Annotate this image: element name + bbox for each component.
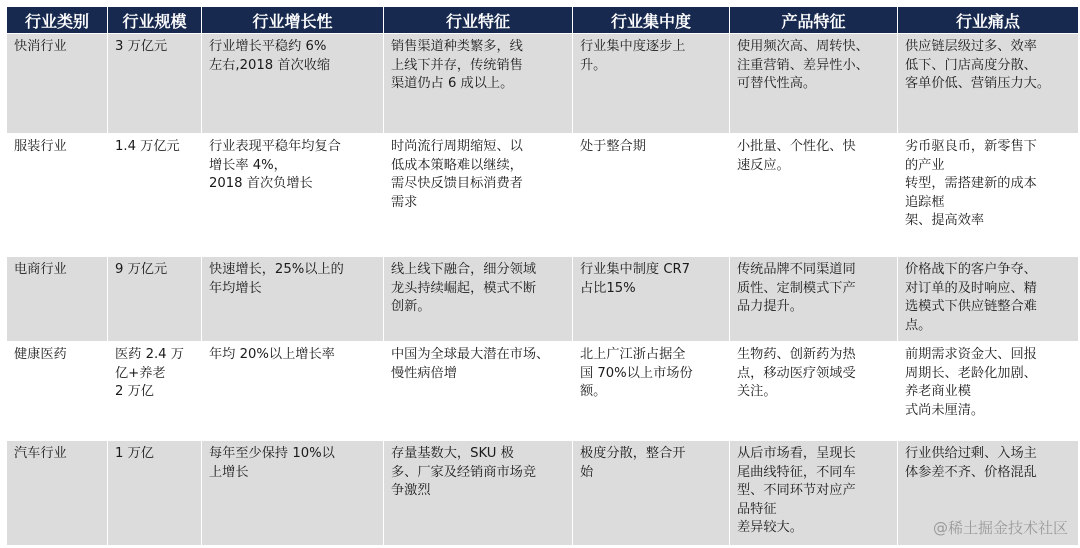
cell-features: 中国为全球最大潜在市场、 慢性病倍增 xyxy=(384,342,573,441)
cell-scale: 3 万亿元 xyxy=(108,34,202,134)
cell-concentration: 极度分散，整合开 始 xyxy=(573,441,730,546)
cell-pain-points: 价格战下的客户争夺、 对订单的及时响应、精 选模式下供应链整合难 点。 xyxy=(898,257,1079,342)
cell-pain-points: 劣币驱良币，新零售下 的产业 转型，需搭建新的成本 追踪框 架、提高效率 xyxy=(898,134,1079,257)
header-product: 产品特征 xyxy=(730,7,898,34)
cell-growth: 行业表现平稳年均复合 增长率 4%， 2018 首次负增长 xyxy=(202,134,384,257)
cell-features: 销售渠道种类繁多，线 上线下并存，传统销售 渠道仍占 6 成以上。 xyxy=(384,34,573,134)
cell-product: 使用频次高、周转快、 注重营销、差异性小、 可替代性高。 xyxy=(730,34,898,134)
cell-concentration: 行业集中制度 CR7 占比15% xyxy=(573,257,730,342)
cell-product: 小批量、个性化、快 速反应。 xyxy=(730,134,898,257)
cell-product: 传统品牌不同渠道同 质性、定制模式下产 品力提升。 xyxy=(730,257,898,342)
cell-category: 汽车行业 xyxy=(7,441,108,546)
cell-growth: 行业增长平稳约 6% 左右,2018 首次收缩 xyxy=(202,34,384,134)
cell-pain-points: 行业供给过剩、入场主 体参差不齐、价格混乱 xyxy=(898,441,1079,546)
cell-features: 线上线下融合，细分领域 龙头持续崛起，模式不断 创新。 xyxy=(384,257,573,342)
cell-pain-points: 前期需求资金大、回报 周期长、老龄化加剧、 养老商业模 式尚未厘清。 xyxy=(898,342,1079,441)
cell-scale: 1 万亿 xyxy=(108,441,202,546)
cell-concentration: 行业集中度逐步上 升。 xyxy=(573,34,730,134)
industry-comparison-table xyxy=(6,6,1079,546)
table-row xyxy=(7,134,1079,257)
table-row xyxy=(7,342,1079,441)
cell-product: 生物药、创新药为热 点，移动医疗领域受 关注。 xyxy=(730,342,898,441)
table-row xyxy=(7,257,1079,342)
cell-pain-points: 供应链层级过多、效率 低下、门店高度分散、 客单价低、营销压力大。 xyxy=(898,34,1079,134)
cell-concentration: 处于整合期 xyxy=(573,134,730,257)
table-row xyxy=(7,441,1079,546)
cell-scale: 9 万亿元 xyxy=(108,257,202,342)
header-growth: 行业增长性 xyxy=(202,7,384,34)
cell-growth: 每年至少保持 10%以 上增长 xyxy=(202,441,384,546)
cell-category: 服装行业 xyxy=(7,134,108,257)
header-concentration: 行业集中度 xyxy=(573,7,730,34)
cell-category: 快消行业 xyxy=(7,34,108,134)
header-row xyxy=(7,7,1079,34)
cell-growth: 年均 20%以上增长率 xyxy=(202,342,384,441)
header-pain-points: 行业痛点 xyxy=(898,7,1079,34)
watermark: @稀土掘金技术社区 xyxy=(932,519,1068,537)
table-row xyxy=(7,34,1079,134)
cell-features: 时尚流行周期缩短、以 低成本策略难以继续， 需尽快反馈目标消费者 需求 xyxy=(384,134,573,257)
cell-features: 存量基数大，SKU 极 多、厂家及经销商市场竞 争激烈 xyxy=(384,441,573,546)
header-features: 行业特征 xyxy=(384,7,573,34)
cell-scale: 1.4 万亿元 xyxy=(108,134,202,257)
cell-growth: 快速增长，25%以上的 年均增长 xyxy=(202,257,384,342)
header-scale: 行业规模 xyxy=(108,7,202,34)
cell-concentration: 北上广江浙占据全 国 70%以上市场份 额。 xyxy=(573,342,730,441)
cell-product: 从后市场看，呈现长 尾曲线特征，不同车 型、不同环节对应产 品特征 差异较大。 xyxy=(730,441,898,546)
header-category: 行业类别 xyxy=(7,7,108,34)
cell-scale: 医药 2.4 万 亿+养老 2 万亿 xyxy=(108,342,202,441)
cell-category: 健康医药 xyxy=(7,342,108,441)
cell-category: 电商行业 xyxy=(7,257,108,342)
